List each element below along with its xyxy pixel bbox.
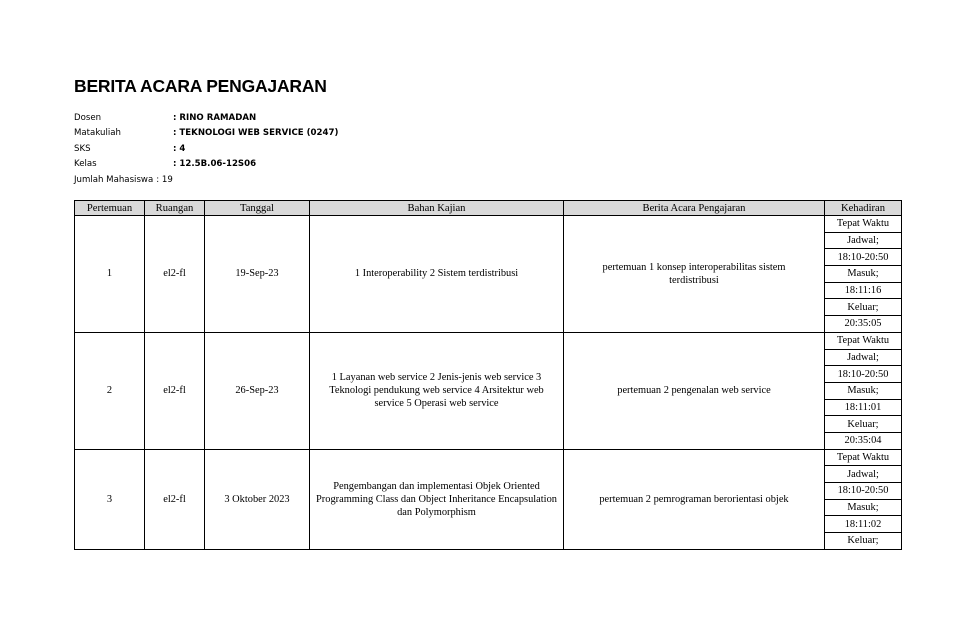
- info-row-kelas: [74, 157, 338, 172]
- info-label: Dosen: [74, 113, 102, 123]
- header-berita-acara: Berita Acara Pengajaran: [564, 201, 825, 216]
- info-row-matakuliah: [74, 126, 338, 141]
- cell-ruangan: el2-fl: [145, 449, 205, 549]
- cell-kehadiran-line: Masuk;: [825, 499, 902, 516]
- cell-kehadiran-status: Tepat Waktu: [825, 216, 902, 233]
- info-row-jumlah-mahasiswa: [74, 173, 338, 188]
- cell-pertemuan: 1: [75, 216, 145, 333]
- header-ruangan: Ruangan: [145, 201, 205, 216]
- cell-kehadiran-line: Masuk;: [825, 266, 902, 283]
- cell-bahan-kajian: 1 Interoperability 2 Sistem terdistribusi: [310, 216, 564, 333]
- header-tanggal: Tanggal: [205, 201, 310, 216]
- info-label: Kelas: [74, 159, 97, 170]
- cell-kehadiran-line: Jadwal;: [825, 466, 902, 483]
- cell-bahan-kajian: Pengembangan dan implementasi Objek Oriented Programming Class dan Object Inheritance Encapsulation dan Polymorphism: [310, 449, 564, 549]
- info-row-dosen: [74, 111, 338, 126]
- cell-ruangan: el2-fl: [145, 216, 205, 333]
- cell-kehadiran-line: 18:10-20:50: [825, 366, 902, 383]
- cell-kehadiran-line: Jadwal;: [825, 349, 902, 366]
- cell-kehadiran-line: 18:11:16: [825, 282, 902, 299]
- cell-tanggal: 26-Sep-23: [205, 332, 310, 449]
- info-value: : 19: [156, 174, 173, 185]
- info-value: : 4: [173, 143, 186, 154]
- attendance-table: [74, 200, 902, 550]
- cell-kehadiran-line: 18:11:02: [825, 516, 902, 533]
- cell-kehadiran-status: Tepat Waktu: [825, 332, 902, 349]
- cell-kehadiran-line: 18:10-20:50: [825, 249, 902, 266]
- cell-tanggal: 3 Oktober 2023: [205, 449, 310, 549]
- cell-pertemuan: 3: [75, 449, 145, 549]
- header-kehadiran: Kehadiran: [825, 201, 902, 216]
- table-row: [75, 332, 902, 349]
- cell-kehadiran-line: Keluar;: [825, 416, 902, 433]
- cell-berita-acara: pertemuan 2 pengenalan web service: [564, 332, 825, 449]
- table-header-row: [75, 201, 902, 216]
- cell-kehadiran-line: Keluar;: [825, 299, 902, 316]
- course-info: [74, 111, 338, 188]
- info-label: Matakuliah: [74, 128, 121, 139]
- cell-kehadiran-line: Keluar;: [825, 533, 902, 550]
- table-row: [75, 216, 902, 233]
- cell-kehadiran-line: 20:35:04: [825, 432, 902, 449]
- cell-kehadiran-line: 18:11:01: [825, 399, 902, 416]
- cell-berita-acara: pertemuan 1 konsep interoperabilitas sistem terdistribusi: [564, 216, 825, 333]
- cell-kehadiran-status: Tepat Waktu: [825, 449, 902, 466]
- info-value: : RINO RAMADAN: [173, 113, 257, 123]
- cell-kehadiran-line: Masuk;: [825, 382, 902, 399]
- info-value: : TEKNOLOGI WEB SERVICE (0247): [173, 128, 339, 139]
- info-value: : 12.5B.06-12S06: [173, 159, 257, 170]
- cell-pertemuan: 2: [75, 332, 145, 449]
- cell-kehadiran-line: Jadwal;: [825, 232, 902, 249]
- cell-bahan-kajian: 1 Layanan web service 2 Jenis-jenis web service 3 Teknologi pendukung web service 4 Arsitektur web service 5 Operasi web service: [310, 332, 564, 449]
- cell-ruangan: el2-fl: [145, 332, 205, 449]
- cell-kehadiran-line: 20:35:05: [825, 316, 902, 333]
- header-bahan-kajian: Bahan Kajian: [310, 201, 564, 216]
- cell-kehadiran-line: 18:10-20:50: [825, 483, 902, 500]
- info-label: SKS: [74, 143, 91, 154]
- info-row-sks: [74, 142, 338, 157]
- header-pertemuan: Pertemuan: [75, 201, 145, 216]
- cell-tanggal: 19-Sep-23: [205, 216, 310, 333]
- info-label: Jumlah Mahasiswa: [74, 174, 154, 185]
- document-title: BERITA ACARA PENGAJARAN: [74, 76, 327, 96]
- table-row: [75, 449, 902, 466]
- cell-berita-acara: pertemuan 2 pemrograman berorientasi objek: [564, 449, 825, 549]
